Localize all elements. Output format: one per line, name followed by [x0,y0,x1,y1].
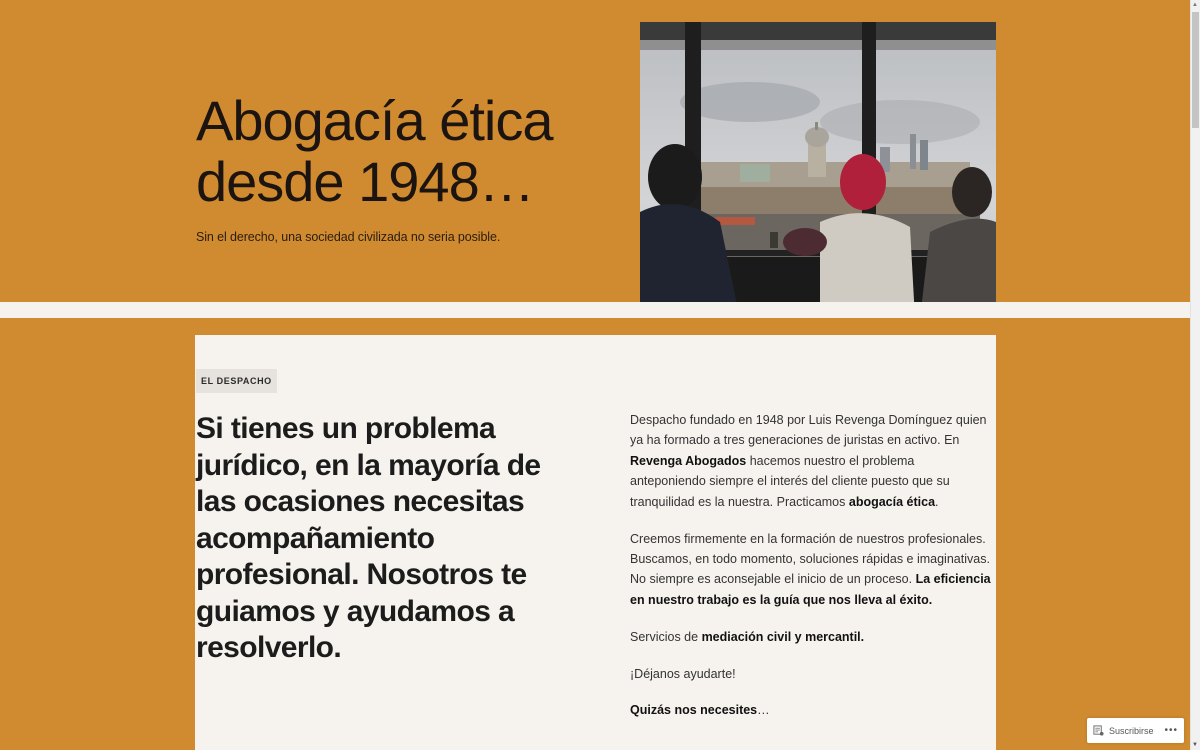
hero-image [640,22,996,319]
paragraph-4 [630,664,992,684]
text: Servicios de [630,629,702,644]
subscribe-button[interactable]: Suscribirse [1109,725,1154,736]
lead-heading: Si tienes un problema jurídico, en la mayoría de las ocasiones necesitas acompañamiento profesional. Nosotros te guiamos y ayudamos a resolverlo. [196,412,541,664]
text: Creemos firmemente en la formación de nuestros profesionales. Buscamos, en todo momento, soluciones rápidas e imaginativas. No siempre es aconsejable el inicio de un proceso. [630,531,990,587]
subscribe-bar [1087,718,1184,743]
vertical-scrollbar[interactable] [1190,0,1200,750]
site-tagline: Sin el derecho, una sociedad civilizada no seria posible. [196,230,501,244]
reader-icon[interactable] [1093,725,1104,736]
section-tag[interactable]: EL DESPACHO [196,369,277,393]
paragraph-2 [630,529,992,611]
site-title[interactable]: Abogacía ética desde 1948… [196,89,553,213]
bold-text: Quizás nos necesites [630,703,758,718]
scrollbar-thumb[interactable] [1192,12,1199,128]
text: Despacho fundado en 1948 por Luis Revenga Domínguez quien ya ha formado a tres generaciones de juristas en activo. En [630,413,987,448]
bold-text: Revenga Abogados [630,453,747,468]
bold-text: mediación civil y mercantil. [701,629,865,644]
text: … [757,703,770,718]
bold-text: abogacía ética [848,494,936,509]
body-text [630,410,992,737]
more-options-button[interactable]: ••• [1164,725,1178,736]
paragraph-5 [630,700,992,720]
scroll-down-arrow-icon[interactable]: ▼ [1192,742,1198,748]
scroll-up-arrow-icon[interactable]: ▲ [1192,2,1198,8]
paragraph-1 [630,410,992,512]
text: . [935,494,939,509]
bold-text: La eficiencia en nuestro trabajo es la guía que nos lleva al éxito. [630,572,991,607]
text: ¡Déjanos ayudarte! [630,666,736,681]
paragraph-3 [630,627,992,647]
text: hacemos nuestro el problema anteponiendo siempre el interés del cliente puesto que su tranquilidad es la nuestra. Practicamos [630,453,950,509]
window-view-photo-icon [640,22,996,319]
header-divider-stripe [0,302,1190,318]
